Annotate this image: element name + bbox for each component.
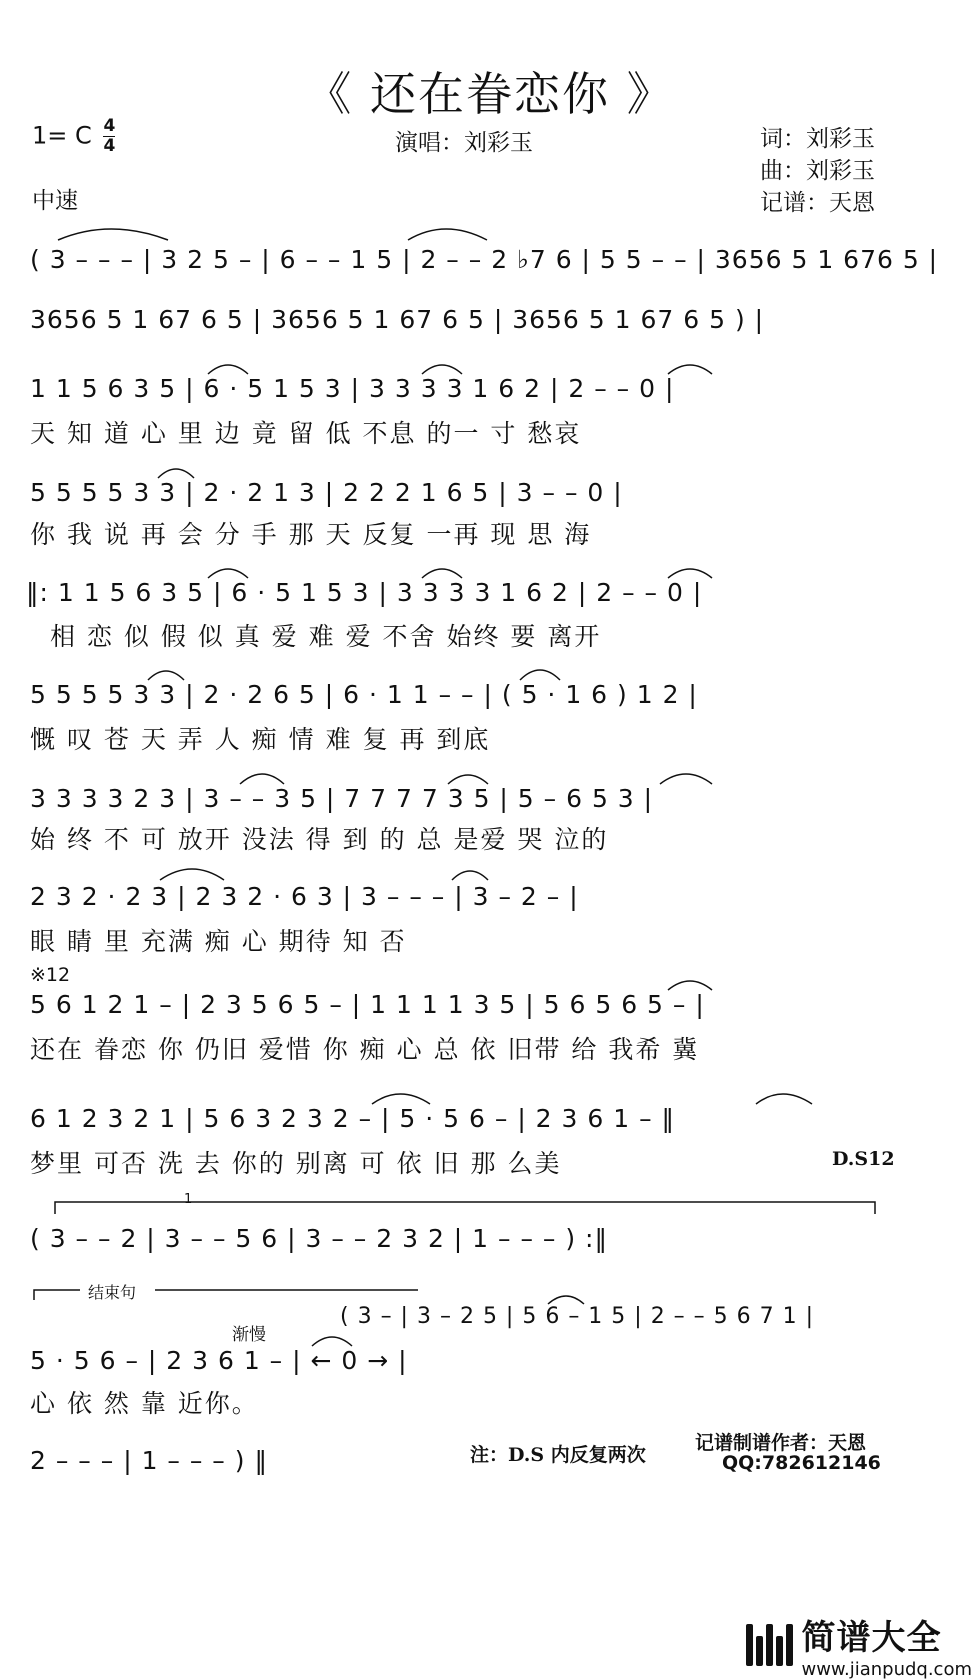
- lyric-line-6: 慨 叹 苍 天 弄 人 痴 情 难 复 再 到底: [30, 725, 491, 754]
- slur: [668, 365, 712, 374]
- lyric-line-3: 天 知 道 心 里 边 竟 留 低 不息 的一 寸 愁哀: [30, 419, 582, 448]
- site-url: www.jianpudq.com: [801, 1659, 972, 1680]
- slur: [422, 569, 462, 578]
- time-sig-top: 4: [103, 116, 116, 136]
- slur: [422, 365, 462, 374]
- lyric-line-9: 还在 眷恋 你 仍旧 爱惜 你 痴 心 总 依 旧带 给 我希 冀: [30, 1035, 700, 1064]
- score-line-12: ( 3 – | 3 – 2 5 | 5 6 – 1 5 | 2 – – 5 6 7 1 |: [340, 1304, 815, 1329]
- key-label: 1= C: [32, 121, 92, 150]
- lyric-line-10: 梦里 可否 洗 去 你的 别离 可 依 旧 那 么美: [30, 1149, 562, 1178]
- volta-bracket: [55, 1202, 875, 1214]
- tempo-marking: 中速: [32, 188, 78, 214]
- score-line-9: 5 6 1 2 1 – | 2 3 5 6 5 – | 1 1 1 1 3 5 | 5 6 5 6 5 – |: [30, 990, 705, 1019]
- repeat-note: 注：D.S 内反复两次: [470, 1444, 646, 1466]
- score-line-13: 5 · 5 6 – | 2 3 6 1 – | ← 0 → |: [30, 1346, 408, 1375]
- time-sig-bottom: 4: [103, 136, 116, 156]
- ending-bracket: [34, 1290, 418, 1300]
- slur: [756, 1094, 812, 1104]
- lyric-line-4: 你 我 说 再 会 分 手 那 天 反复 一再 现 思 海: [30, 520, 592, 549]
- page-title: 《 还在眷恋你 》: [305, 67, 675, 121]
- singer-credit: 演唱：刘彩玉: [395, 130, 533, 156]
- lyricist-credit: 词：刘彩玉: [760, 126, 875, 152]
- score-line-11: ( 3 – – 2 | 3 – – 5 6 | 3 – – 2 3 2 | 1 – – – ) :‖: [30, 1224, 608, 1253]
- slur: [240, 774, 284, 784]
- score-line-8: 2 3 2 · 2 3 | 2 3 2 · 6 3 | 3 – – – | 3 – 2 – |: [30, 882, 579, 911]
- site-name: 简谱大全: [801, 1618, 942, 1658]
- transcriber-credit: 记谱：天恩: [760, 190, 875, 216]
- slur: [448, 775, 488, 784]
- score-line-14: 2 – – – | 1 – – – ) ‖: [30, 1446, 268, 1475]
- score-line-6: 5 5 5 5 3 3 | 2 · 2 6 5 | 6 · 1 1 – – | ( 5 · 1 6 ) 1 2 |: [30, 680, 698, 709]
- ending-label: 结束句: [88, 1283, 137, 1302]
- composer-credit: 曲：刘彩玉: [760, 158, 875, 184]
- lyric-line-8: 眼 睛 里 充满 痴 心 期待 知 否: [30, 927, 407, 956]
- score-line-10: 6 1 2 3 2 1 | 5 6 3 2 3 2 – | 5 · 5 6 – | 2 3 6 1 – ‖: [30, 1104, 676, 1133]
- slur: [208, 365, 248, 374]
- slur: [158, 469, 194, 478]
- lyric-line-5: 相 恋 似 假 似 真 爱 难 爱 不舍 始终 要 离开: [50, 622, 602, 651]
- slur: [148, 671, 184, 680]
- score-line-1: ( 3 – – – | 3 2 5 – | 6 – – 1 5 | 2 – – 2 ♭7 6 | 5 5 – – | 3656 5 1 676 5 |: [30, 245, 939, 274]
- slur: [312, 1337, 352, 1346]
- lyric-line-13: 心 依 然 靠 近你。: [30, 1389, 259, 1418]
- slur: [372, 1094, 430, 1104]
- slur: [660, 774, 712, 784]
- ds-marking: D.S12: [832, 1148, 895, 1170]
- slur: [58, 229, 168, 240]
- slur: [548, 1296, 584, 1304]
- slur: [160, 869, 224, 880]
- segno-mark: ※12: [30, 964, 71, 986]
- score-line-5: ‖: 1 1 5 6 3 5 | 6 · 5 1 5 3 | 3 3 3 3 1 6 2 | 2 – – 0 |: [26, 578, 703, 607]
- volta-number: 1: [184, 1192, 193, 1207]
- score-line-2: 3656 5 1 67 6 5 | 3656 5 1 67 6 5 | 3656 5 1 67 6 5 ) |: [30, 305, 765, 334]
- slur: [452, 871, 488, 880]
- maker-credit: 记谱制谱作者：天恩: [695, 1432, 867, 1454]
- score-line-3: 1 1 5 6 3 5 | 6 · 5 1 5 3 | 3 3 3 3 1 6 2 | 2 – – 0 |: [30, 374, 675, 403]
- lyric-line-7: 始 终 不 可 放开 没法 得 到 的 总 是爱 哭 泣的: [30, 825, 609, 854]
- slur: [668, 981, 712, 990]
- score-line-4: 5 5 5 5 3 3 | 2 · 2 1 3 | 2 2 2 1 6 5 | 3 – – 0 |: [30, 478, 623, 507]
- slur: [408, 229, 487, 240]
- slur: [520, 670, 560, 680]
- rit-marking: 渐慢: [232, 1325, 266, 1345]
- slur: [668, 569, 712, 578]
- qq-credit: QQ:782612146: [722, 1452, 881, 1474]
- score-line-7: 3 3 3 3 2 3 | 3 – – 3 5 | 7 7 7 7 3 5 | 5 – 6 5 3 |: [30, 784, 654, 813]
- slur: [208, 569, 248, 578]
